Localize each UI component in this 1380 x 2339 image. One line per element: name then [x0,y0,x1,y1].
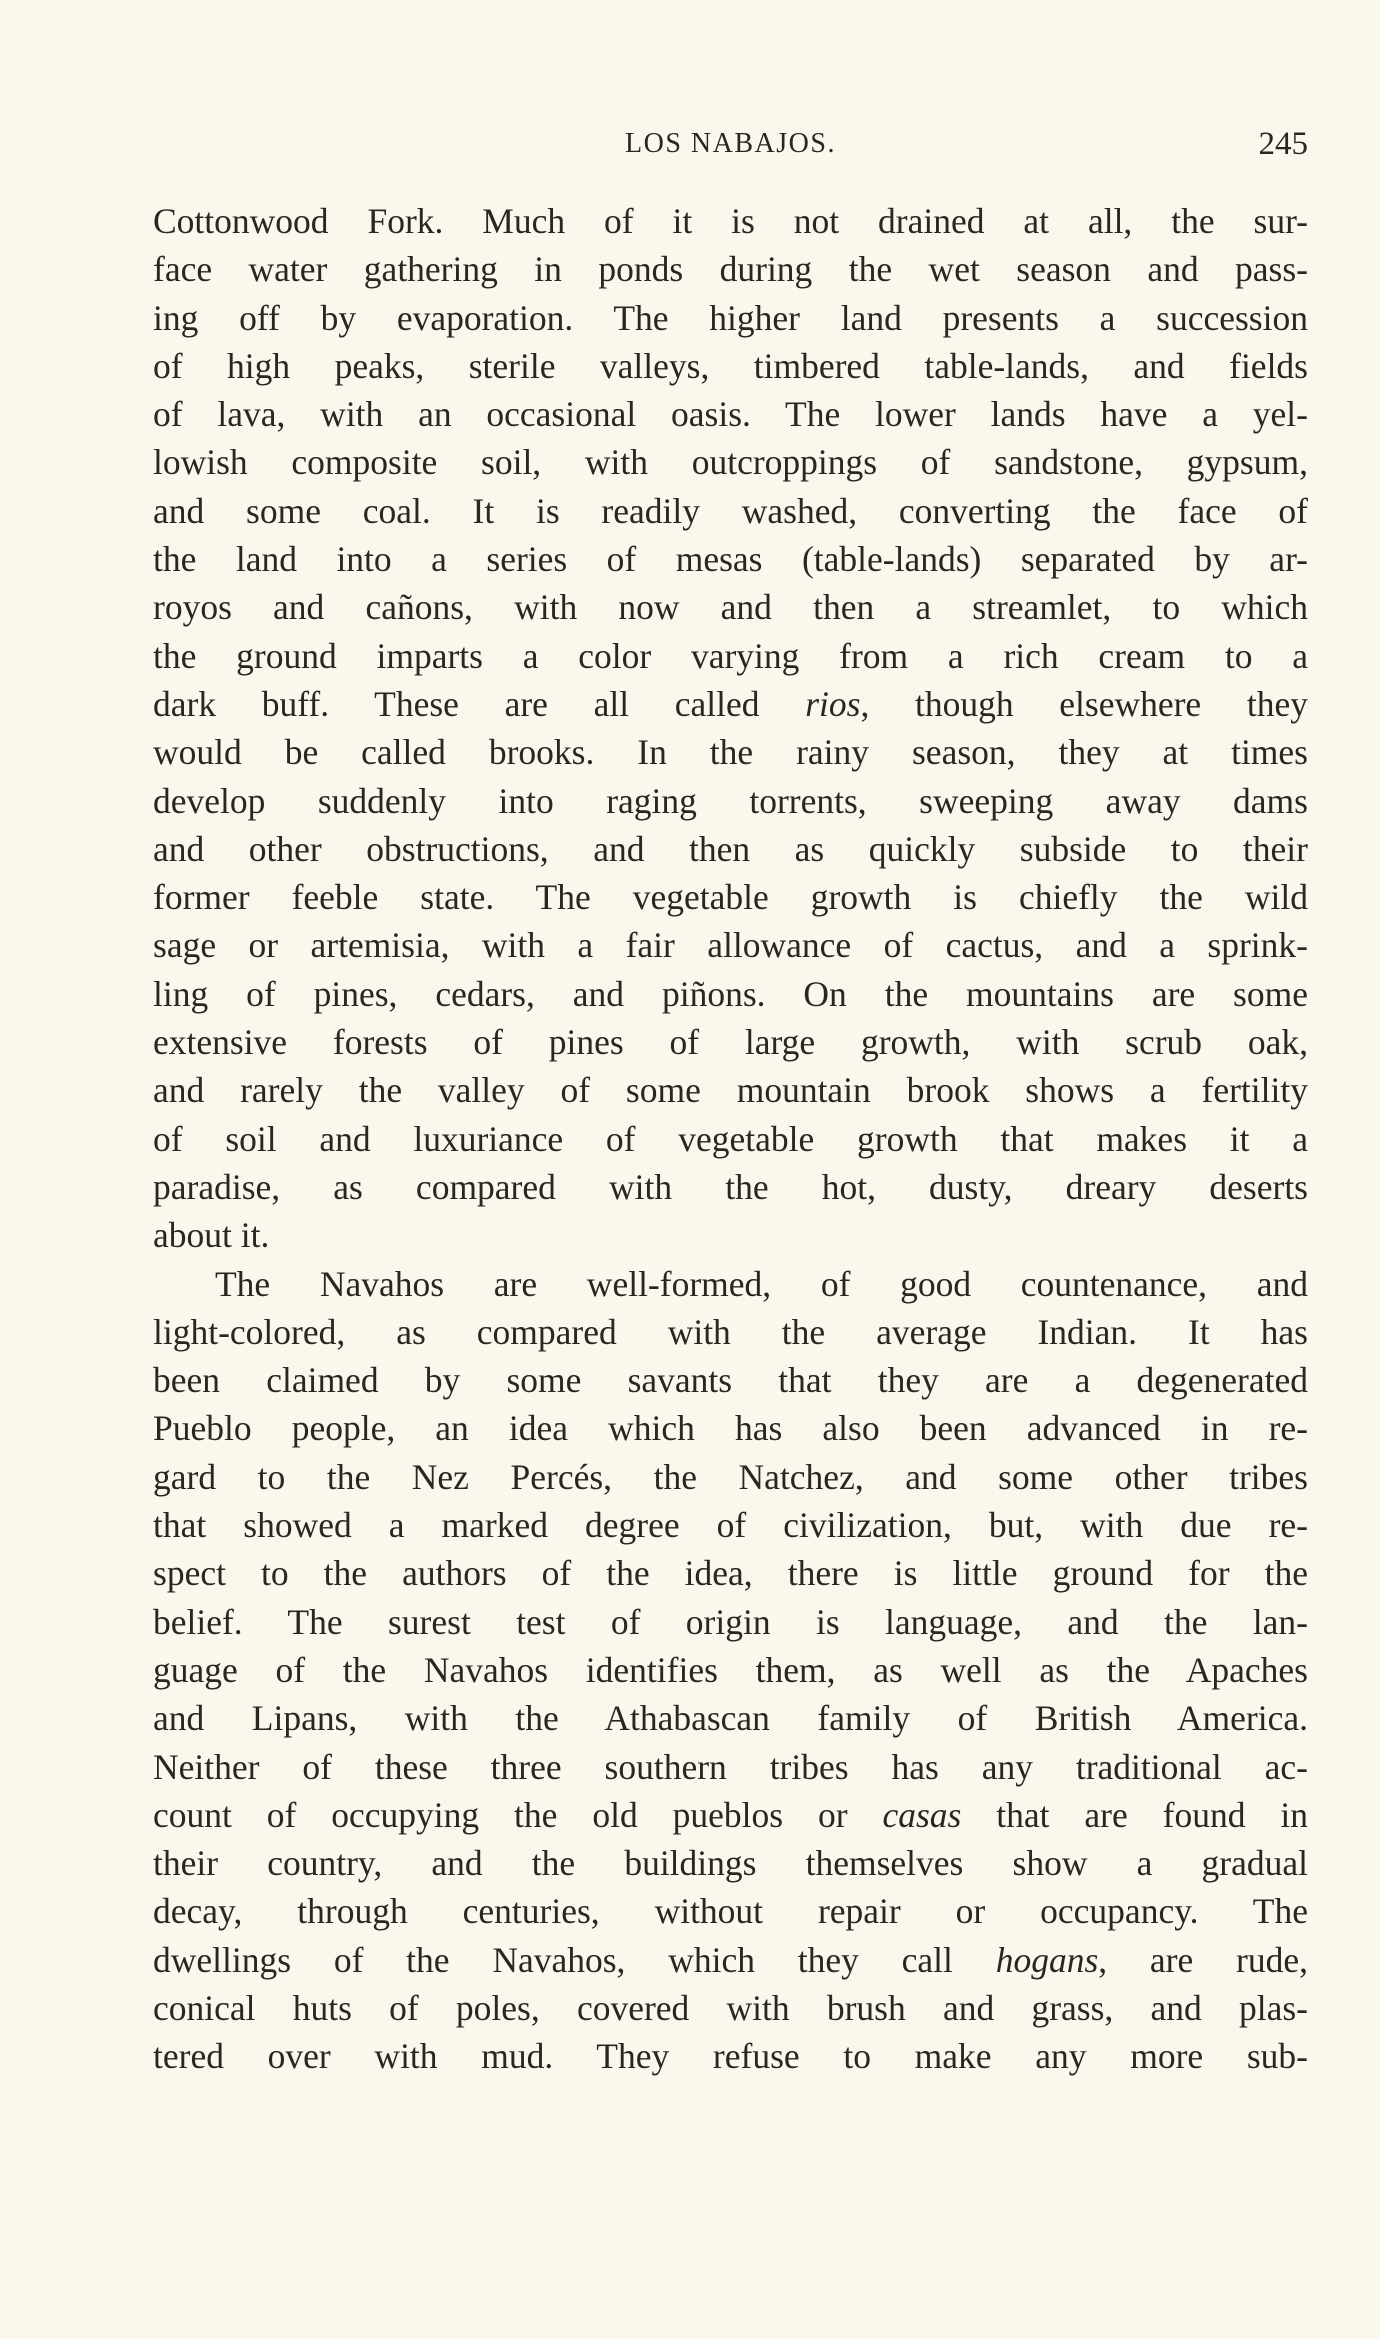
text-line [153,1453,1308,1501]
text-segment: the ground imparts a color varying from a rich cream to a [153,635,1308,676]
text-segment: royos and cañons, with now and then a streamlet, to which [153,587,1308,628]
text-segment: Pueblo people, an idea which has also been advanced in re- [153,1408,1308,1449]
text-segment: gard to the Nez Percés, the Natchez, and some other tribes [153,1456,1308,1497]
text-line [153,1308,1308,1356]
text-segment: dwellings of the Navahos, which they call [153,1939,996,1980]
text-line [153,825,1308,873]
text-segment: ing off by evaporation. The higher land presents a succession [153,297,1308,338]
text-segment: lowish composite soil, with outcroppings of sandstone, gypsum, [153,442,1308,483]
text-line [153,632,1308,680]
text-line [153,1115,1308,1163]
text-line [153,680,1308,728]
text-line [153,2032,1308,2080]
text-segment: and some coal. It is readily washed, converting the face of [153,490,1308,531]
text-line [153,1260,1308,1308]
text-segment: extensive forests of pines of large growth, with scrub oak, [153,1022,1308,1063]
text-line [153,294,1308,342]
italic-term: rios [805,683,861,724]
text-line [153,1211,1308,1259]
text-line [153,1887,1308,1935]
text-line [153,1743,1308,1791]
text-segment: develop suddenly into raging torrents, sweeping away dams [153,780,1308,821]
text-segment: Neither of these three southern tribes has any traditional ac- [153,1746,1308,1787]
text-line [153,1501,1308,1549]
text-line [153,1936,1308,1984]
text-segment: that showed a marked degree of civilization, but, with due re- [153,1505,1308,1546]
text-segment: paradise, as compared with the hot, dusty, dreary deserts [153,1166,1308,1207]
text-line [153,1066,1308,1114]
text-segment: guage of the Navahos identifies them, as well as the Apaches [153,1649,1308,1690]
text-segment: The Navahos are well-formed, of good countenance, and [215,1263,1308,1304]
text-segment: face water gathering in ponds during the wet season and pass- [153,249,1308,290]
text-line [153,245,1308,293]
text-line [153,487,1308,535]
text-segment: former feeble state. The vegetable growth is chiefly the wild [153,877,1308,918]
text-line [153,1404,1308,1452]
text-segment: of high peaks, sterile valleys, timbered table-lands, and fields [153,345,1308,386]
text-line [153,535,1308,583]
text-segment: that are found in [961,1794,1308,1835]
text-segment: , though elsewhere they [860,683,1308,724]
text-line [153,197,1308,245]
paragraph [153,1260,1308,2081]
italic-term: casas [882,1794,962,1835]
text-segment: and Lipans, with the Athabascan family of British America. [153,1698,1308,1739]
italic-term: hogans [995,1939,1099,1980]
paragraph [153,197,1308,1260]
text-segment: ling of pines, cedars, and piñons. On the mountains are some [153,973,1308,1014]
text-segment: their country, and the buildings themselves show a gradual [153,1843,1308,1884]
body-text [153,197,1308,2081]
text-line [153,1646,1308,1694]
text-segment: spect to the authors of the idea, there is little ground for the [153,1553,1308,1594]
text-line [153,1598,1308,1646]
text-segment: decay, through centuries, without repair or occupancy. The [153,1891,1308,1932]
text-line [153,438,1308,486]
text-segment: been claimed by some savants that they are a degenerated [153,1360,1308,1401]
text-line [153,1018,1308,1066]
text-segment: dark buff. These are all called [153,683,806,724]
text-segment: and rarely the valley of some mountain brook shows a fertility [153,1070,1308,1111]
text-line [153,1839,1308,1887]
text-segment: about it. [153,1215,270,1256]
text-segment: tered over with mud. They refuse to make any more sub- [153,2036,1308,2077]
text-segment: and other obstructions, and then as quickly subside to their [153,828,1308,869]
text-line [153,921,1308,969]
text-segment: the land into a series of mesas (table-lands) separated by ar- [153,539,1308,580]
text-segment: would be called brooks. In the rainy season, they at times [153,732,1308,773]
text-segment: Cottonwood Fork. Much of it is not drained at all, the sur- [153,201,1308,241]
text-segment: of soil and luxuriance of vegetable growth that makes it a [153,1118,1308,1159]
text-line [153,1549,1308,1597]
text-line [153,777,1308,825]
text-segment: conical huts of poles, covered with brush and grass, and plas- [153,1987,1308,2028]
text-segment: light-colored, as compared with the average Indian. It has [153,1311,1308,1352]
running-head-title: LOS NABAJOS. [625,128,836,159]
text-line [153,390,1308,438]
text-line [153,1356,1308,1404]
text-segment: sage or artemisia, with a fair allowance of cactus, and a sprink- [153,925,1308,966]
text-line [153,1163,1308,1211]
text-line [153,1791,1308,1839]
page-number: 245 [1258,126,1308,162]
text-line [153,970,1308,1018]
running-head [153,128,1308,168]
text-segment: , are rude, [1098,1939,1308,1980]
text-segment: belief. The surest test of origin is language, and the lan- [153,1601,1308,1642]
text-line [153,583,1308,631]
text-line [153,1984,1308,2032]
text-line [153,873,1308,921]
text-line [153,1694,1308,1742]
text-segment: count of occupying the old pueblos or [153,1794,883,1835]
text-line [153,728,1308,776]
text-line [153,342,1308,390]
text-segment: of lava, with an occasional oasis. The lower lands have a yel- [153,394,1308,435]
